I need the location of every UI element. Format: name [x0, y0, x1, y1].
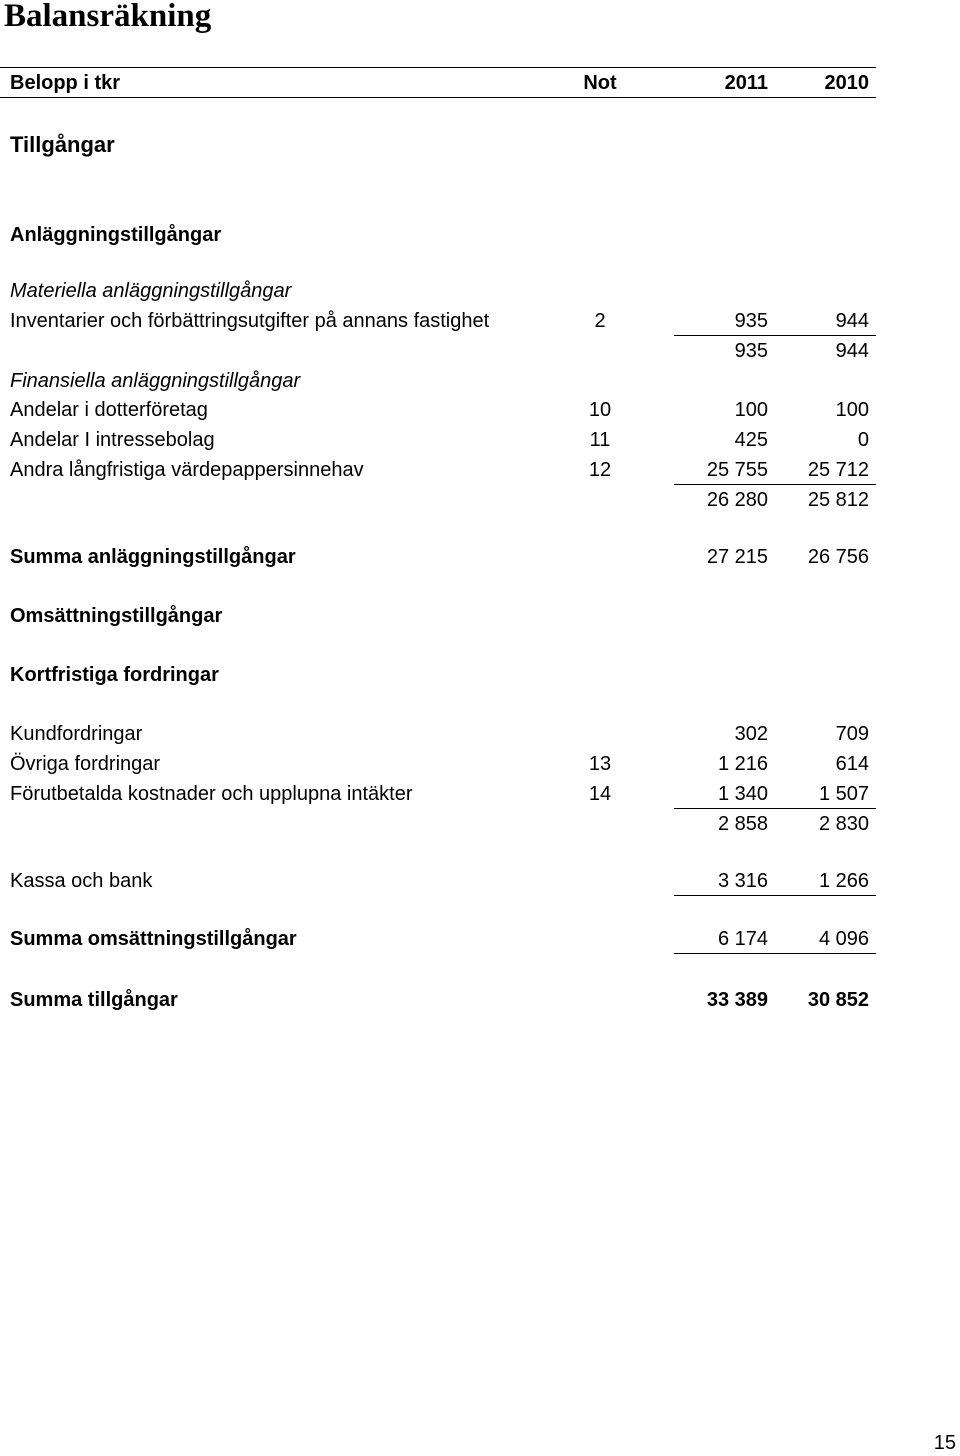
subsection-heading-receivables: Kortfristiga fordringar: [10, 664, 219, 686]
column-header-2011: 2011: [724, 72, 768, 94]
section-heading-current-assets: Omsättningstillgångar: [10, 605, 223, 627]
table-row: Andelar i dotterföretag 10 100 100: [10, 399, 869, 421]
table-row: Andra långfristiga värdepappersinnehav 12 25 755 25 712: [10, 459, 869, 481]
subsection-heading-financial: Finansiella anläggningstillgångar: [10, 370, 301, 392]
table-header: [0, 68, 960, 98]
column-header-2010: 2010: [824, 72, 869, 94]
column-header-label: Belopp i tkr: [10, 72, 121, 94]
subtotal-row: 26 280 25 812: [706, 489, 869, 511]
subtotal-row: 935 944: [734, 340, 869, 362]
table-row: Övriga fordringar 13 1 216 614: [10, 753, 869, 775]
subtotal-row: 2 858 2 830: [717, 813, 869, 835]
total-row: Summa anläggningstillgångar 27 215 26 756: [10, 546, 869, 568]
grand-total-row: Summa tillgångar 33 389 30 852: [10, 989, 869, 1011]
header-bottom-rule: [0, 97, 876, 98]
subsection-heading-tangible: Materiella anläggningstillgångar: [10, 280, 292, 302]
total-row: Summa omsättningstillgångar 6 174 4 096: [10, 928, 869, 950]
section-title: Tillgångar: [10, 132, 115, 157]
table-row: Inventarier och förbättringsutgifter på annans fastighet 2 935 944: [10, 310, 869, 332]
page-title: Balansräkning: [4, 0, 212, 34]
subtotal-rule: [674, 895, 876, 896]
total-rule: [674, 953, 876, 954]
table-row: Kundfordringar 302 709: [10, 723, 869, 745]
page-number: 15: [933, 1432, 956, 1454]
table-row: Kassa och bank 3 316 1 266: [10, 870, 869, 892]
section-heading-fixed-assets: Anläggningstillgångar: [10, 224, 222, 246]
table-row: Förutbetalda kostnader och upplupna intäkter 14 1 340 1 507: [10, 783, 869, 805]
column-header-not: Not: [583, 72, 617, 94]
table-row: Andelar I intressebolag 11 425 0: [10, 429, 869, 451]
